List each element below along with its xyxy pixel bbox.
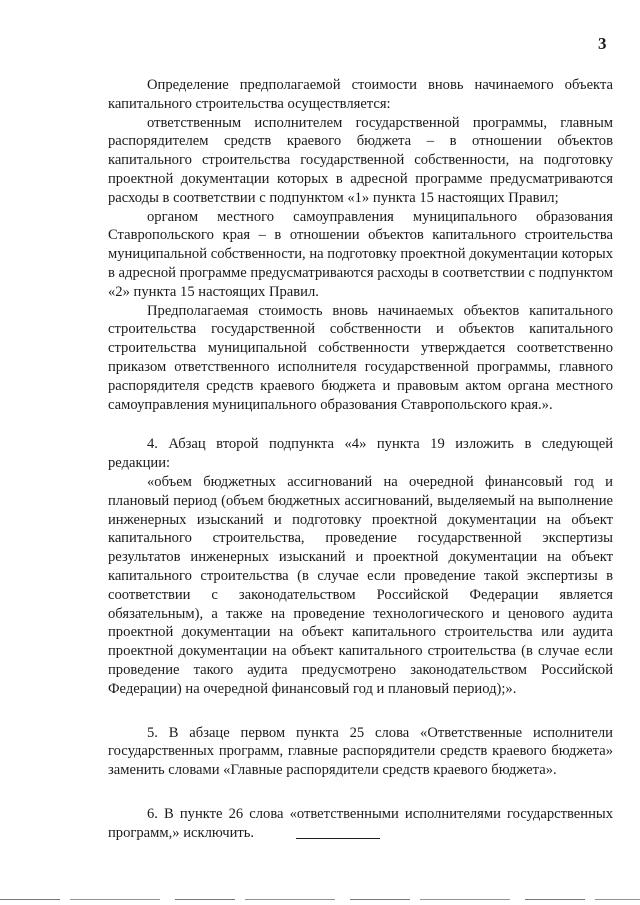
- paragraph-item-6: 6. В пункте 26 слова «ответственными исполнителями государственных программ,» исключить.: [108, 805, 613, 841]
- scan-edge-artifact: [0, 899, 640, 900]
- page-number: 3: [598, 34, 607, 53]
- document-body: [108, 76, 613, 842]
- paragraph-gap: [108, 780, 613, 805]
- paragraph-cost-approval: Предполагаемая стоимость вновь начинаемых объектов капитального строительства государственной собственности и объектов капитального строительства муниципальной собственности утверждается соответственно приказом ответственного исполнителя государственной программы, главного распорядителя средств краевого бюджета и правовым актом органа местного самоуправления муниципального образования Ставропольского края.».: [108, 302, 613, 413]
- paragraph-item-4-quote: «объем бюджетных ассигнований на очередной финансовый год и плановый период (объем бюджетных ассигнований, выделяемый на выполнение инженерных изысканий и подготовку проектной документации на объект капитального строительства, проведение государственной экспертизы результатов инженерных изысканий и проектной документации на объект капитального строительства (в случае если проведение такой экспертизы в соответствии с законодательством Российской Федерации является обязательным), а также на проведение технологического и ценового аудита проектной документации на объект капитального строительства или аудита проектной документации на объект капитального строительства (в случае если проведение такого аудита предусмотрено законодательством Российской Федерации) на очередной финансовый год и плановый период);».: [108, 473, 613, 697]
- paragraph-gap: [108, 414, 613, 435]
- paragraph-state-property: ответственным исполнителем государственной программы, главным распорядителем средств краевого бюджета – в отношении объектов капитального строительства государственной собственности, на подготовку проектной документации которых в адресной программе предусматриваются расходы в соответствии с подпунктом «1» пункта 15 настоящих Правил;: [108, 114, 613, 206]
- paragraph-gap: [108, 699, 613, 724]
- paragraph-item-4: 4. Абзац второй подпункта «4» пункта 19 изложить в следующей редакции:: [108, 436, 613, 472]
- paragraph-cost-definition: Определение предполагаемой стоимости вновь начинаемого объекта капитального строительства осуществляется:: [108, 77, 613, 112]
- end-separator-line: [296, 838, 380, 839]
- paragraph-item-5: 5. В абзаце первом пункта 25 слова «Ответственные исполнители государственных программ, главные распорядители средств краевого бюджета» заменить словами «Главные распорядители средств краевого бюджета».: [108, 724, 613, 779]
- paragraph-municipal-property: органом местного самоуправления муниципального образования Ставропольского края – в отношении объектов капитального строительства муниципальной собственности, на подготовку проектной документации которых в адресной программе предусматриваются расходы в соответствии с подпунктом «2» пункта 15 настоящих Правил.: [108, 208, 613, 300]
